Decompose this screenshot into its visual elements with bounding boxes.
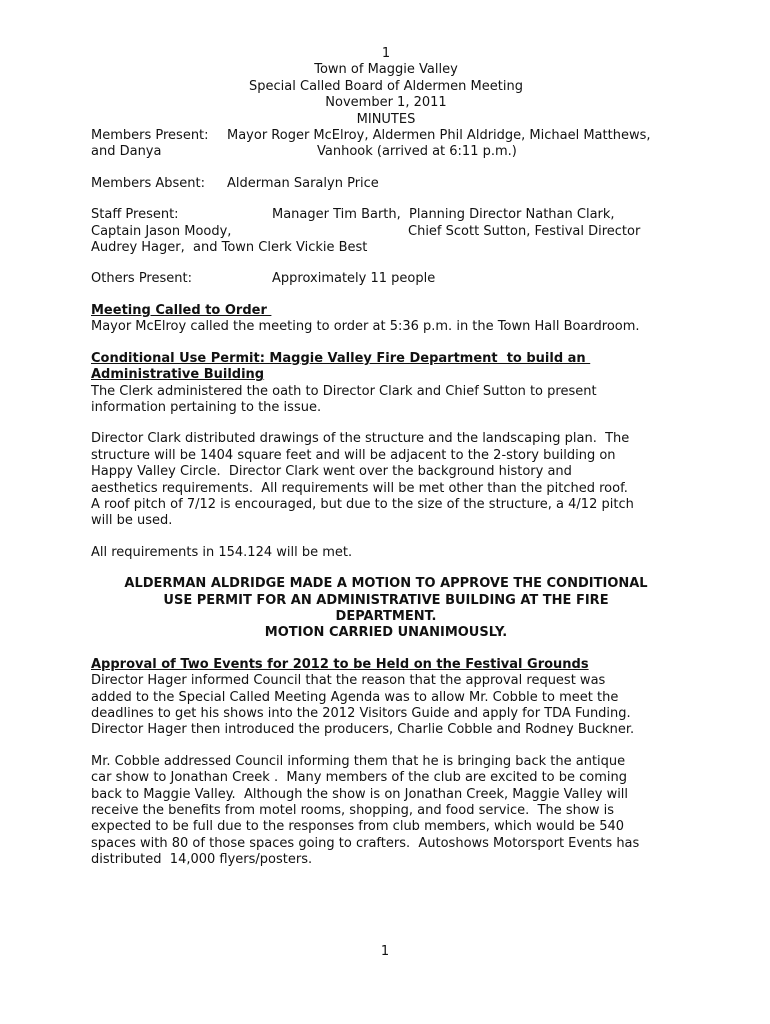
staff-present-line2b: Chief Scott Sutton, Festival Director: [408, 223, 641, 239]
members-present-line2b: Vanhook (arrived at 6:11 p.m.): [317, 144, 517, 160]
conditional-use-p2-l1: Director Clark distributed drawings of the structure and the landscaping plan. The: [91, 431, 630, 447]
conditional-use-p2-l6: will be used.: [91, 513, 173, 529]
others-present-label: Others Present:: [91, 271, 192, 287]
members-absent-value: Alderman Saralyn Price: [227, 175, 379, 191]
events-p2-l5: expected to be full due to the responses from club members, which would be 540: [91, 819, 625, 835]
motion-line-3: DEPARTMENT.: [335, 608, 437, 624]
meeting-date: November 1, 2011: [325, 95, 447, 111]
events-p1-l2: added to the Special Called Meeting Agenda was to allow Mr. Cobble to meet the: [91, 689, 619, 705]
events-p2-l2: car show to Jonathan Creek . Many members of the club are excited to be coming: [91, 770, 628, 786]
conditional-use-p2-l5: A roof pitch of 7/12 is encouraged, but due to the size of the structure, a 4/12 pitch: [91, 496, 634, 512]
staff-present-line2a: Captain Jason Moody,: [91, 223, 232, 239]
conditional-use-p2-l3: Happy Valley Circle. Director Clark went over the background history and: [91, 464, 572, 480]
motion-line-1: ALDERMAN ALDRIDGE MADE A MOTION TO APPROVE THE CONDITIONAL: [124, 576, 648, 592]
call-to-order-heading: Meeting Called to Order: [91, 302, 272, 318]
members-absent-row: [91, 176, 681, 192]
conditional-use-p2-l2: structure will be 1404 square feet and will be adjacent to the 2-story building on: [91, 447, 616, 463]
events-p1-l4: Director Hager then introduced the producers, Charlie Cobble and Rodney Buckner.: [91, 722, 635, 738]
page-number-bottom: 1: [380, 944, 390, 959]
others-present-value: Approximately 11 people: [272, 271, 436, 287]
events-p1-l1: Director Hager informed Council that the reason that the approval request was: [91, 673, 606, 689]
conditional-use-heading-2: Administrative Building: [91, 367, 265, 383]
conditional-use-p2-l4: aesthetics requirements. All requirements will be met other than the pitched roof.: [91, 480, 628, 496]
conditional-use-p1-l1: The Clerk administered the oath to Director Clark and Chief Sutton to present: [91, 383, 597, 399]
events-p2-l3: back to Maggie Valley. Although the show is on Jonathan Creek, Maggie Valley will: [91, 786, 629, 802]
events-heading: Approval of Two Events for 2012 to be Held on the Festival Grounds: [91, 656, 589, 672]
minutes-page: [91, 46, 681, 869]
members-present-label: Members Present:: [91, 128, 209, 144]
motion-block: [91, 576, 681, 642]
members-present-line1: Mayor Roger McElroy, Aldermen Phil Aldridge, Michael Matthews,: [227, 128, 651, 144]
events-p2-l7: distributed 14,000 flyers/posters.: [91, 852, 313, 868]
others-present-row: [91, 271, 681, 287]
call-to-order-text: Mayor McElroy called the meeting to order at 5:36 p.m. in the Town Hall Boardroom.: [91, 319, 640, 335]
staff-present-row: [91, 207, 681, 223]
events-p2-l1: Mr. Cobble addressed Council informing them that he is bringing back the antique: [91, 753, 626, 769]
events-p2-l6: spaces with 80 of those spaces going to crafters. Autoshows Motorsport Events has: [91, 835, 640, 851]
staff-present-line1: Manager Tim Barth, Planning Director Nathan Clark,: [272, 207, 615, 223]
conditional-use-p1-l2: information pertaining to the issue.: [91, 399, 322, 415]
page-number-top: 1: [381, 46, 391, 61]
members-present-line2a: and Danya: [91, 144, 162, 160]
events-p2-l4: receive the benefits from motel rooms, shopping, and food service. The show is: [91, 803, 614, 819]
conditional-use-heading-1: Conditional Use Permit: Maggie Valley Fire Department to build an: [91, 350, 591, 366]
members-present-row-2: [91, 144, 681, 160]
town-name: Town of Maggie Valley: [314, 62, 458, 78]
meeting-title: Special Called Board of Aldermen Meeting: [249, 78, 523, 94]
staff-present-row-2: [91, 224, 681, 240]
members-absent-label: Members Absent:: [91, 175, 206, 191]
staff-present-line3: Audrey Hager, and Town Clerk Vickie Best: [91, 240, 368, 256]
motion-line-4: MOTION CARRIED UNANIMOUSLY.: [264, 625, 508, 641]
events-p1-l3: deadlines to get his shows into the 2012 Visitors Guide and apply for TDA Funding.: [91, 706, 631, 721]
minutes-title: MINUTES: [356, 111, 416, 127]
members-present-row: [91, 128, 681, 144]
motion-line-2: USE PERMIT FOR AN ADMINISTRATIVE BUILDING AT THE FIRE: [163, 592, 609, 608]
conditional-use-p3-l1: All requirements in 154.124 will be met.: [91, 544, 353, 560]
staff-present-label: Staff Present:: [91, 207, 179, 223]
